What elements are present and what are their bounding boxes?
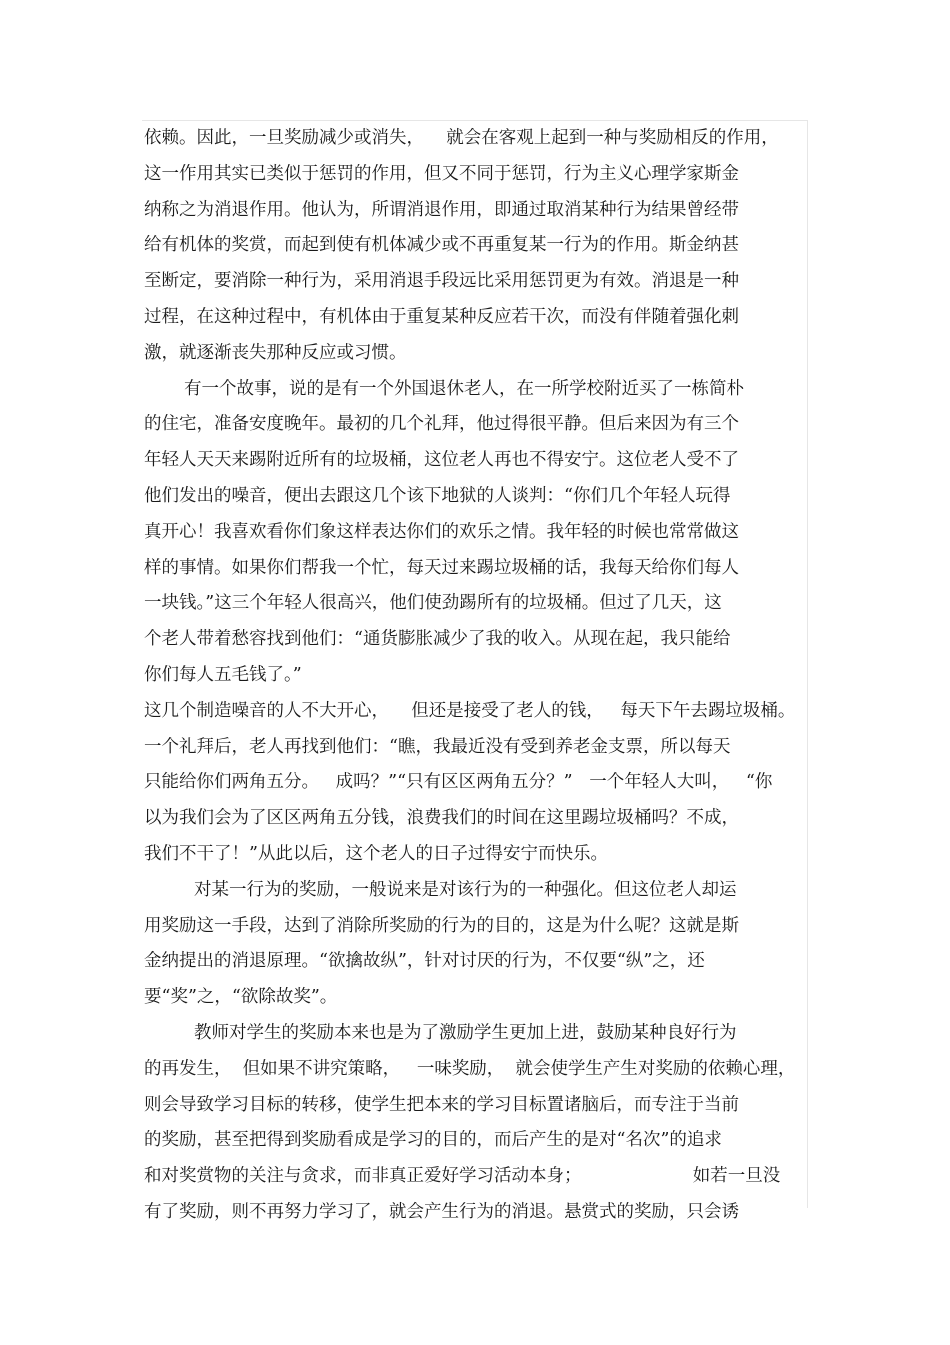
text-line: 年轻人天天来踢附近所有的垃圾桶，这位老人再也不得安宁。这位老人受不了 (144, 450, 739, 471)
text-line: 样的事情。如果你们帮我一个忙，每天过来踢垃圾桶的话，我每天给你们每人 (144, 557, 739, 578)
text-line: 这几个制造噪音的人不大开心， 但还是接受了老人的钱， 每天下午去踢垃圾桶。 (144, 700, 796, 721)
text-line: 以为我们会为了区区两角五分钱，浪费我们的时间在这里踢垃圾桶吗？不成， (144, 808, 739, 829)
text-line: 个老人带着愁容找到他们：“通货膨胀减少了我的收入。从现在起，我只能给 (144, 629, 731, 650)
text-line: 给有机体的奖赏，而起到使有机体减少或不再重复某一行为的作用。斯金纳甚 (144, 235, 739, 256)
text-line: 一个礼拜后，老人再找到他们：“瞧，我最近没有受到养老金支票，所以每天 (144, 736, 731, 757)
text-line: 有了奖励，则不再努力学习了，就会产生行为的消退。悬赏式的奖励，只会诱 (144, 1201, 739, 1222)
text-line: 要“奖”之，“欲除故奖”。 (144, 987, 338, 1008)
text-line: 真开心！我喜欢看你们象这样表达你们的欢乐之情。我年轻的时候也常常做这 (144, 521, 739, 542)
text-line: 则会导致学习目标的转移，使学生把本来的学习目标置诸脑后，而专注于当前 (144, 1094, 739, 1115)
text-line: 和对奖赏物的关注与贪求，而非真正爱好学习活动本身； 如若一旦没 (144, 1166, 781, 1187)
text-line: 的奖励，甚至把得到奖励看成是学习的目的，而后产生的是对“名次”的追求 (144, 1130, 722, 1151)
text-line: 他们发出的噪音，便出去跟这几个该下地狱的人谈判：“你们几个年轻人玩得 (144, 485, 731, 506)
text-line: 用奖励这一手段，达到了消除所奖励的行为的目的，这是为什么呢？这就是斯 (144, 915, 739, 936)
text-line: 一块钱。”这三个年轻人很高兴，他们使劲踢所有的垃圾桶。但过了几天，这 (144, 593, 722, 614)
text-line: 金纳提出的消退原理。“欲擒故纵”，针对讨厌的行为，不仅要“纵”之，还 (144, 951, 705, 972)
text-line: 这一作用其实已类似于惩罚的作用，但又不同于惩罚，行为主义心理学家斯金 (144, 163, 739, 184)
paragraph-start-line: 有一个故事，说的是有一个外国退休老人，在一所学校附近买了一栋简朴 (184, 378, 744, 399)
text-line: 纳称之为消退作用。他认为，所谓消退作用，即通过取消某种行为结果曾经带 (144, 199, 739, 220)
text-line: 我们不干了！”从此以后，这个老人的日子过得安宁而快乐。 (144, 843, 608, 864)
body-text (144, 121, 808, 1231)
text-line: 你们每人五毛钱了。” (144, 664, 302, 685)
text-line: 过程，在这种过程中，有机体由于重复某种反应若干次，而没有伴随着强化刺 (144, 306, 739, 327)
paragraph-start-line: 教师对学生的奖励本来也是为了激励学生更加上进，鼓励某种良好行为 (194, 1022, 737, 1043)
text-line: 激，就逐渐丧失那种反应或习惯。 (144, 342, 407, 363)
text-line: 至断定，要消除一种行为，采用消退手段远比采用惩罚更为有效。消退是一种 (144, 271, 739, 292)
text-line: 的住宅，准备安度晚年。最初的几个礼拜，他过得很平静。但后来因为有三个 (144, 414, 739, 435)
text-line: 只能给你们两角五分。 成吗？”“只有区区两角五分？” 一个年轻人大叫， “你 (144, 772, 773, 793)
paragraph-start-line: 对某一行为的奖励，一般说来是对该行为的一种强化。但这位老人却运 (194, 879, 737, 900)
text-line: 依赖。因此，一旦奖励减少或消失， 就会在客观上起到一种与奖励相反的作用， (144, 128, 779, 148)
text-line: 的再发生， 但如果不讲究策略， 一味奖励， 就会使学生产生对奖励的依赖心理， (144, 1058, 796, 1079)
